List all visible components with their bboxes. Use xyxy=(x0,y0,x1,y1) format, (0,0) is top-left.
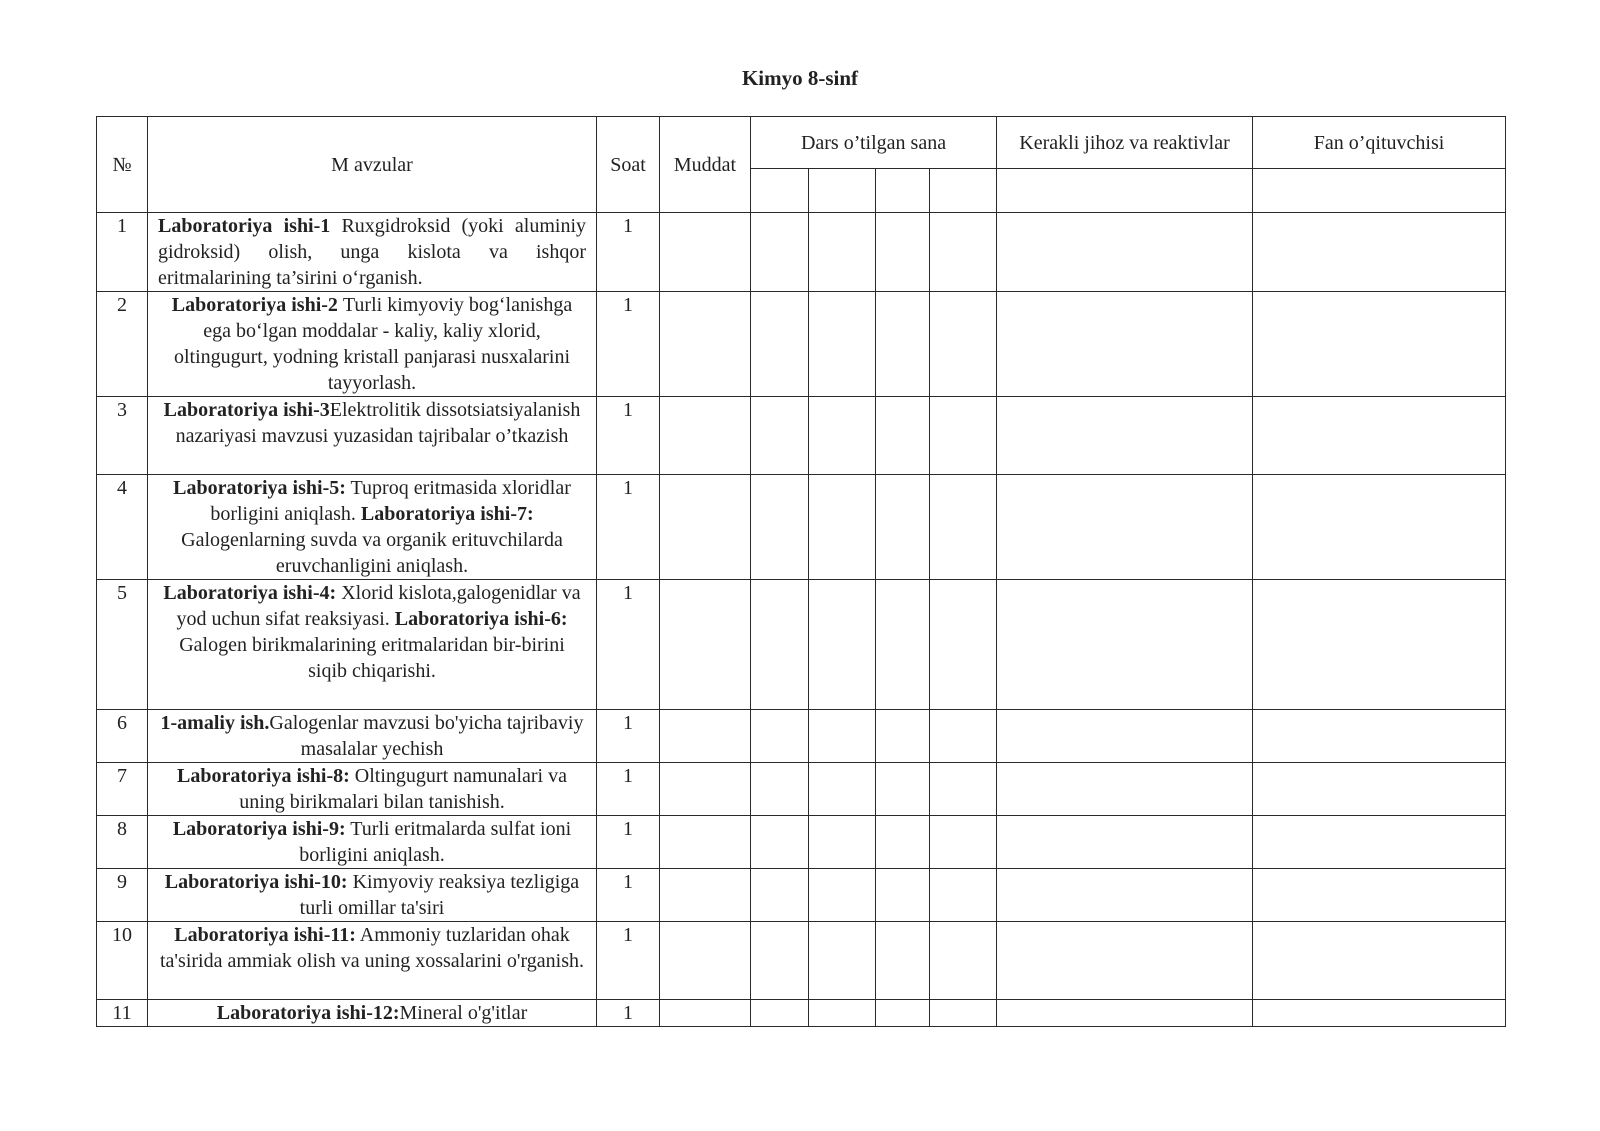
header-equipment: Kerakli jihoz va reaktivlar xyxy=(997,117,1253,169)
row-hours: 1 xyxy=(597,213,660,292)
row-date-4 xyxy=(930,816,997,869)
row-duration xyxy=(660,922,751,1000)
row-date-1 xyxy=(751,292,809,397)
topic-bold-label: Laboratoriya ishi-3 xyxy=(163,399,330,421)
table-body xyxy=(97,213,1506,1027)
row-date-1 xyxy=(751,580,809,710)
header-duration: Muddat xyxy=(660,117,751,213)
row-number: 4 xyxy=(97,475,148,580)
topic-text: Galogenlar mavzusi bo'yicha tajribaviy masalalar yechish xyxy=(269,712,584,760)
topic-text: Ammoniy tuzlaridan ohak ta'sirida ammiak olish va uning xossalarini o'rganish. xyxy=(160,924,584,972)
row-equipment xyxy=(997,710,1253,763)
row-duration xyxy=(660,816,751,869)
row-teacher xyxy=(1253,869,1506,922)
row-topic xyxy=(148,763,597,816)
row-duration xyxy=(660,475,751,580)
row-date-2 xyxy=(809,869,876,922)
row-date-4 xyxy=(930,922,997,1000)
row-teacher xyxy=(1253,397,1506,475)
row-date-2 xyxy=(809,397,876,475)
row-duration xyxy=(660,397,751,475)
document-title: Kimyo 8-sinf xyxy=(741,66,859,90)
topic-text: Galogen birikmalarining eritmalaridan bir-birini siqib chiqarishi. xyxy=(179,634,565,682)
row-date-3 xyxy=(876,869,930,922)
row-date-1 xyxy=(751,869,809,922)
topic-text: Mineral o'g'itlar xyxy=(399,1002,528,1024)
row-topic xyxy=(148,213,597,292)
header-topics: M avzular xyxy=(148,117,597,213)
row-equipment xyxy=(997,816,1253,869)
row-hours: 1 xyxy=(597,580,660,710)
row-hours: 1 xyxy=(597,869,660,922)
row-duration xyxy=(660,710,751,763)
table-row xyxy=(97,869,1506,922)
row-date-2 xyxy=(809,292,876,397)
row-topic xyxy=(148,1000,597,1027)
date-subcell xyxy=(809,169,876,213)
row-topic xyxy=(148,816,597,869)
row-hours: 1 xyxy=(597,1000,660,1027)
row-date-3 xyxy=(876,475,930,580)
row-equipment xyxy=(997,580,1253,710)
table-row xyxy=(97,763,1506,816)
lab-schedule-table xyxy=(96,116,1506,1027)
topic-bold-label: Laboratoriya ishi-6: xyxy=(394,608,568,630)
row-date-4 xyxy=(930,292,997,397)
topic-text: Oltingugurt namunalari va uning birikmalari bilan tanishish. xyxy=(239,765,567,813)
header-lesson-date: Dars o’tilgan sana xyxy=(751,117,997,169)
row-teacher xyxy=(1253,763,1506,816)
topic-bold-label: Laboratoriya ishi-7: xyxy=(360,503,534,525)
date-subcell xyxy=(876,169,930,213)
topic-text: Xlorid kislota,galogenidlar va yod uchun sifat reaksiyasi. xyxy=(176,582,581,630)
row-duration xyxy=(660,292,751,397)
row-teacher xyxy=(1253,292,1506,397)
topic-bold-label: Laboratoriya ishi-1 xyxy=(158,215,342,237)
row-duration xyxy=(660,1000,751,1027)
row-teacher xyxy=(1253,213,1506,292)
row-hours: 1 xyxy=(597,292,660,397)
table-row xyxy=(97,710,1506,763)
row-equipment xyxy=(997,1000,1253,1027)
row-number: 2 xyxy=(97,292,148,397)
row-number: 9 xyxy=(97,869,148,922)
row-number: 3 xyxy=(97,397,148,475)
table-row xyxy=(97,475,1506,580)
topic-bold-label: Laboratoriya ishi-4: xyxy=(163,582,337,604)
row-topic xyxy=(148,922,597,1000)
row-duration xyxy=(660,763,751,816)
table-row xyxy=(97,1000,1506,1027)
row-equipment xyxy=(997,213,1253,292)
row-topic xyxy=(148,397,597,475)
row-date-4 xyxy=(930,397,997,475)
row-date-2 xyxy=(809,922,876,1000)
row-equipment xyxy=(997,292,1253,397)
equipment-subcell xyxy=(997,169,1253,213)
row-date-4 xyxy=(930,213,997,292)
row-hours: 1 xyxy=(597,397,660,475)
row-teacher xyxy=(1253,475,1506,580)
row-equipment xyxy=(997,869,1253,922)
row-date-3 xyxy=(876,763,930,816)
row-date-1 xyxy=(751,1000,809,1027)
row-teacher xyxy=(1253,710,1506,763)
topic-text: Elektrolitik dissotsiatsiyalanish nazariyasi mavzusi yuzasidan tajribalar o’tkazish xyxy=(175,399,581,447)
row-number: 11 xyxy=(97,1000,148,1027)
row-date-2 xyxy=(809,213,876,292)
row-date-2 xyxy=(809,580,876,710)
row-date-4 xyxy=(930,580,997,710)
row-date-1 xyxy=(751,397,809,475)
row-number: 10 xyxy=(97,922,148,1000)
row-date-1 xyxy=(751,816,809,869)
row-teacher xyxy=(1253,1000,1506,1027)
topic-bold-label: Laboratoriya ishi-5: xyxy=(173,477,346,499)
row-equipment xyxy=(997,763,1253,816)
row-topic xyxy=(148,710,597,763)
row-number: 6 xyxy=(97,710,148,763)
row-teacher xyxy=(1253,922,1506,1000)
table-row xyxy=(97,922,1506,1000)
row-hours: 1 xyxy=(597,710,660,763)
table-row xyxy=(97,816,1506,869)
teacher-subcell xyxy=(1253,169,1506,213)
topic-text: Turli kimyoviy bog‘lanishga ega bo‘lgan moddalar - kaliy, kaliy xlorid, oltingugurt, yodning kristall panjarasi nusxalarini tayyorlash. xyxy=(173,294,573,394)
row-duration xyxy=(660,869,751,922)
row-date-1 xyxy=(751,475,809,580)
row-hours: 1 xyxy=(597,475,660,580)
topic-text: Tuproq eritmasida xloridlar borligini aniqlash. xyxy=(210,477,571,525)
row-topic xyxy=(148,475,597,580)
topic-bold-label: 1-amaliy ish. xyxy=(160,712,270,734)
row-equipment xyxy=(997,475,1253,580)
topic-text: Kimyoviy reaksiya tezligiga turli omillar ta'siri xyxy=(299,871,580,919)
table-row xyxy=(97,213,1506,292)
row-date-2 xyxy=(809,710,876,763)
row-number: 1 xyxy=(97,213,148,292)
row-date-1 xyxy=(751,213,809,292)
table-row xyxy=(97,397,1506,475)
row-date-1 xyxy=(751,922,809,1000)
topic-bold-label: Laboratoriya ishi-10: xyxy=(164,871,348,893)
date-subcell xyxy=(930,169,997,213)
row-date-4 xyxy=(930,869,997,922)
row-date-2 xyxy=(809,1000,876,1027)
row-date-1 xyxy=(751,763,809,816)
row-equipment xyxy=(997,922,1253,1000)
header-number: № xyxy=(97,117,148,213)
topic-bold-label: Laboratoriya ishi-8: xyxy=(177,765,350,787)
row-topic xyxy=(148,292,597,397)
row-duration xyxy=(660,580,751,710)
row-teacher xyxy=(1253,580,1506,710)
row-date-4 xyxy=(930,763,997,816)
row-date-3 xyxy=(876,922,930,1000)
topic-text: Ruxgidroksid (yoki aluminiy gidroksid) olish, unga kislota va ishqor eritmalarining ta’sirini o‘rganish. xyxy=(158,215,586,289)
row-date-3 xyxy=(876,397,930,475)
row-date-4 xyxy=(930,475,997,580)
row-number: 8 xyxy=(97,816,148,869)
row-date-3 xyxy=(876,580,930,710)
topic-bold-label: Laboratoriya ishi-11: xyxy=(174,924,356,946)
row-date-3 xyxy=(876,213,930,292)
topic-text: Turli eritmalarda sulfat ioni borligini aniqlash. xyxy=(299,818,572,866)
row-topic xyxy=(148,580,597,710)
row-date-3 xyxy=(876,816,930,869)
topic-text: Galogenlarning suvda va organik erituvchilarda eruvchanligini aniqlash. xyxy=(181,529,563,577)
topic-bold-label: Laboratoriya ishi-12: xyxy=(216,1002,400,1024)
row-date-3 xyxy=(876,710,930,763)
table-row xyxy=(97,292,1506,397)
row-date-1 xyxy=(751,710,809,763)
row-date-2 xyxy=(809,763,876,816)
row-number: 7 xyxy=(97,763,148,816)
row-date-2 xyxy=(809,816,876,869)
date-subcell xyxy=(751,169,809,213)
header-row xyxy=(97,117,1506,169)
row-hours: 1 xyxy=(597,816,660,869)
header-hours: Soat xyxy=(597,117,660,213)
row-hours: 1 xyxy=(597,922,660,1000)
header-teacher: Fan o’qituvchisi xyxy=(1253,117,1506,169)
table-row xyxy=(97,580,1506,710)
row-number: 5 xyxy=(97,580,148,710)
row-date-2 xyxy=(809,475,876,580)
row-date-3 xyxy=(876,1000,930,1027)
row-equipment xyxy=(997,397,1253,475)
row-date-4 xyxy=(930,710,997,763)
row-date-4 xyxy=(930,1000,997,1027)
row-topic xyxy=(148,869,597,922)
topic-bold-label: Laboratoriya ishi-9: xyxy=(172,818,346,840)
topic-bold-label: Laboratoriya ishi-2 xyxy=(171,294,343,316)
row-teacher xyxy=(1253,816,1506,869)
row-duration xyxy=(660,213,751,292)
row-date-3 xyxy=(876,292,930,397)
row-hours: 1 xyxy=(597,763,660,816)
